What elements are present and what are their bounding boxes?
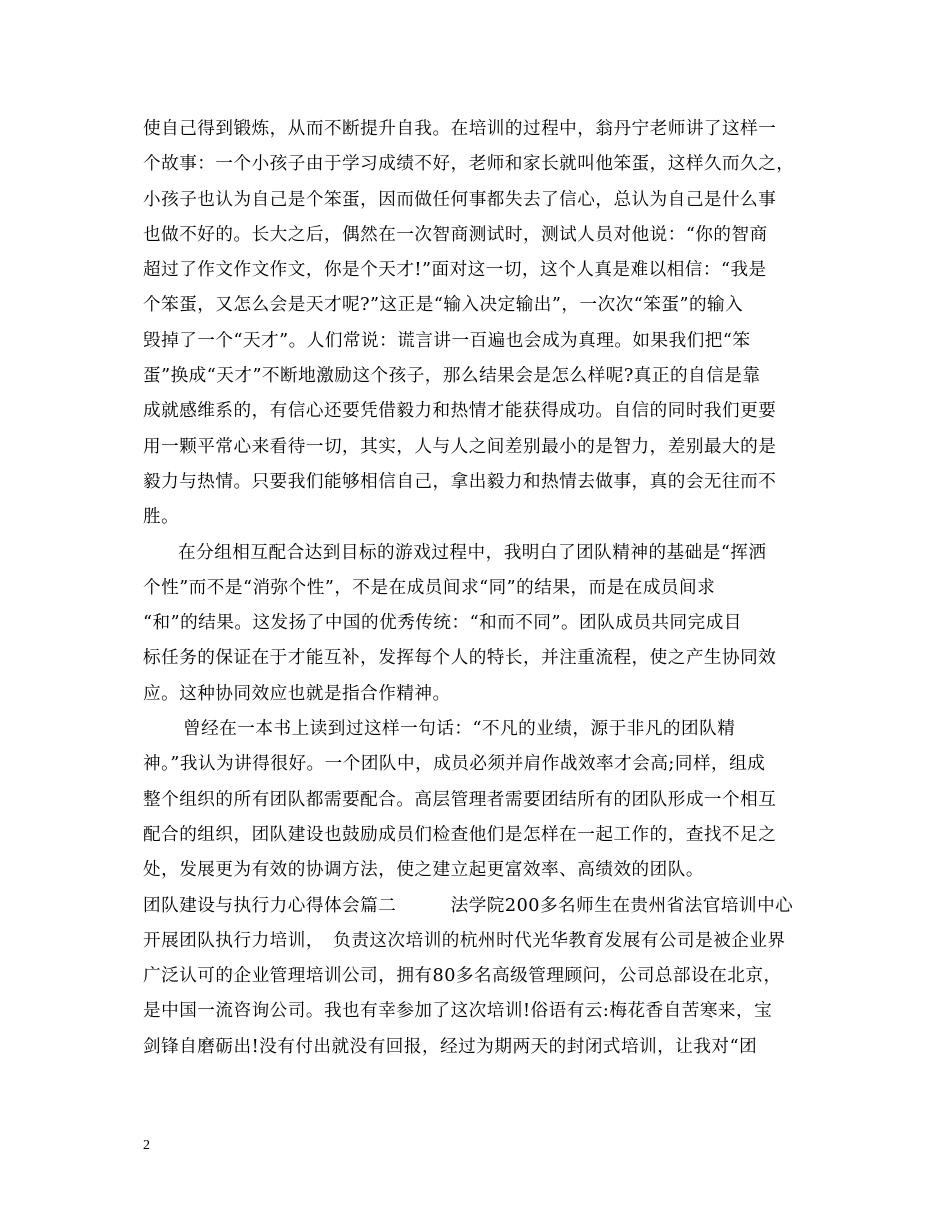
section-heading-line: 团队建设与执行力心得体会篇二 法学院200多名师生在贵州省法官培训中心 bbox=[143, 895, 794, 916]
text-line: 小孩子也认为自己是个笨蛋，因而做任何事都失去了信心，总认为自己是什么事 bbox=[143, 189, 777, 210]
text-line: 开展团队执行力培训， 负责这次培训的杭州时代光华教育发展有公司是被企业界 bbox=[143, 930, 786, 951]
text-line: 是中国一流咨询公司。我也有幸参加了这次培训!俗语有云:梅花香自苦寒来，宝 bbox=[143, 1001, 773, 1022]
text-line: 神。”我认为讲得很好。一个团队中，成员必须并肩作战效率才会高;同样，组成 bbox=[143, 754, 766, 775]
text-line: 毁掉了一个“天才”。人们常说：谎言讲一百遍也会成为真理。如果我们把“笨 bbox=[143, 330, 751, 351]
text-line: 用一颗平常心来看待一切，其实，人与人之间差别最小的是智力，差别最大的是 bbox=[143, 436, 777, 457]
text-line: 个笨蛋，又怎么会是天才呢?”这正是“输入决定输出”，一次次“笨蛋”的输入 bbox=[143, 295, 744, 316]
text-line: 整个组织的所有团队都需要配合。高层管理者需要团结所有的团队形成一个相互 bbox=[143, 789, 777, 810]
text-line: 蛋”换成“天才”不断地激励这个孩子，那么结果会是怎么样呢?真正的自信是靠 bbox=[143, 366, 761, 387]
text-line: 应。这种协同效应也就是指合作精神。 bbox=[143, 683, 451, 704]
text-line: 广泛认可的企业管理培训公司，拥有80多名高级管理顾问，公司总部设在北京， bbox=[143, 966, 782, 987]
text-line: 成就感维系的，有信心还要凭借毅力和热情才能获得成功。自信的同时我们更要 bbox=[143, 401, 777, 422]
body-text bbox=[143, 112, 823, 1065]
text-line: 个性”而不是“消弥个性”，不是在成员间求“同”的结果，而是在成员间求 bbox=[143, 577, 716, 598]
text-line: 处，发展更为有效的协调方法，使之建立起更富效率、高绩效的团队。 bbox=[143, 860, 704, 881]
paragraph-start-line: 在分组相互配合达到目标的游戏过程中，我明白了团队精神的基础是“挥洒 bbox=[178, 542, 767, 563]
text-line: 配合的组织，团队建设也鼓励成员们检查他们是怎样在一起工作的，查找不足之 bbox=[143, 824, 777, 845]
text-line: 毅力与热情。只要我们能够相信自己，拿出毅力和热情去做事，真的会无往而不 bbox=[143, 471, 777, 492]
text-line: 超过了作文作文作文，你是个天才!”面对这一切，这个人真是难以相信：“我是 bbox=[143, 260, 767, 281]
text-line: “和”的结果。这发扬了中国的优秀传统：“和而不同”。团队成员共同完成目 bbox=[143, 613, 742, 634]
text-line: 个故事：一个小孩子由于学习成绩不好，老师和家长就叫他笨蛋，这样久而久之， bbox=[143, 154, 795, 175]
text-line: 胜。 bbox=[143, 507, 180, 528]
text-line: 也做不好的。长大之后，偶然在一次智商测试时，测试人员对他说：“你的智商 bbox=[143, 224, 768, 245]
paragraph-start-line: 曾经在一本书上读到过这样一句话：“不凡的业绩，源于非凡的团队精 bbox=[183, 719, 736, 740]
text-line: 使自己得到锻炼，从而不断提升自我。在培训的过程中，翁丹宁老师讲了这样一 bbox=[143, 119, 777, 139]
text-line: 剑锋自磨砺出!没有付出就没有回报，经过为期两天的封闭式培训，让我对“团 bbox=[143, 1036, 758, 1057]
text-line: 标任务的保证在于才能互补，发挥每个人的特长，并注重流程，使之产生协同效 bbox=[143, 648, 777, 669]
page-number: 2 bbox=[143, 1138, 150, 1153]
